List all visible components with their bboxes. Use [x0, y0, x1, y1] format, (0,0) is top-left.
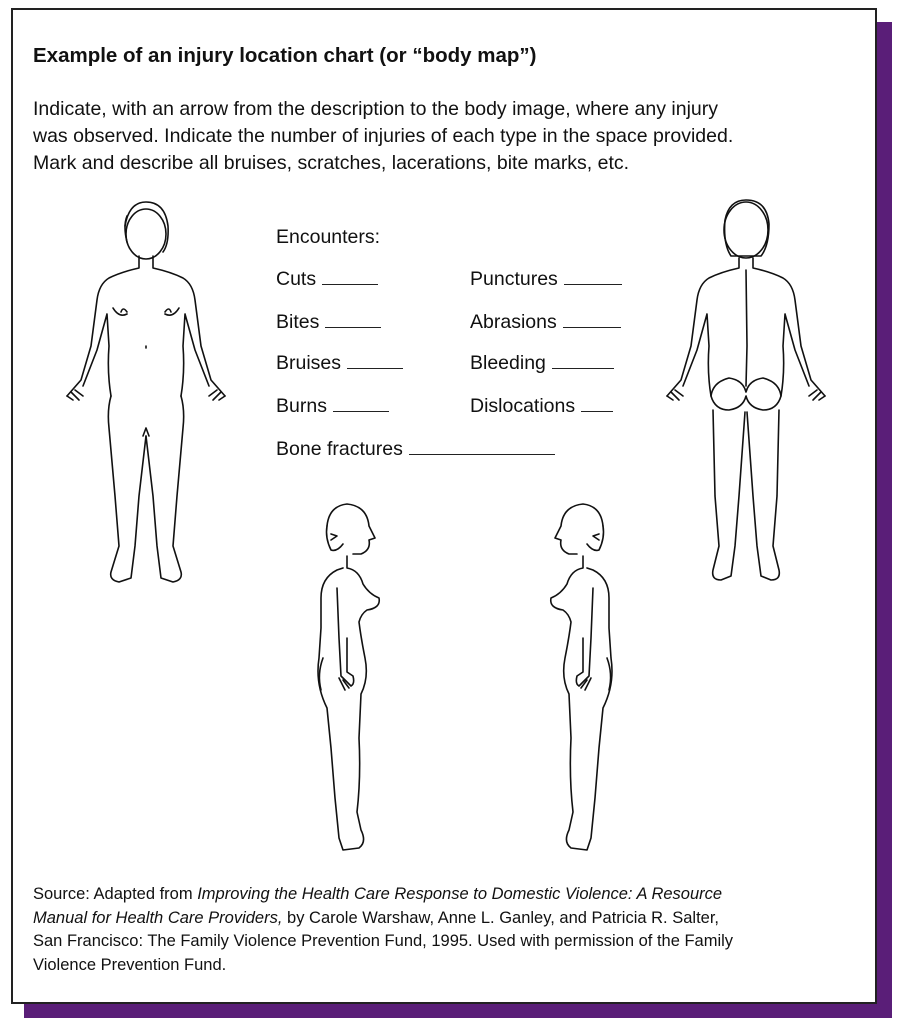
- body-front-outline: [67, 202, 225, 582]
- encounter-field-bruises: [276, 352, 403, 375]
- encounter-field-abrasions: [470, 311, 621, 334]
- encounter-label: Cuts: [276, 268, 317, 290]
- instructions: [33, 96, 853, 177]
- source-line: Violence Prevention Fund.: [33, 955, 227, 974]
- body-front-figure[interactable]: [51, 196, 241, 596]
- instruction-line: Mark and describe all bruises, scratches, lacerations, bite marks, etc.: [33, 152, 630, 174]
- book-title: Manual for Health Care Providers,: [33, 908, 283, 927]
- count-blank[interactable]: [563, 313, 621, 328]
- encounter-field-dislocations: [470, 395, 613, 418]
- instruction-line: was observed. Indicate the number of injuries of each type in the space provided.: [33, 125, 734, 147]
- encounters-heading: Encounters:: [276, 226, 381, 248]
- encounter-label: Bone fractures: [276, 438, 403, 460]
- encounter-label: Burns: [276, 395, 327, 417]
- count-blank[interactable]: [333, 397, 389, 412]
- encounter-label: Bites: [276, 311, 320, 333]
- encounter-label: Bleeding: [470, 352, 546, 374]
- source-authors: by Carole Warshaw, Anne L. Ganley, and Patricia R. Salter,: [282, 908, 720, 927]
- count-blank[interactable]: [325, 313, 381, 328]
- encounter-field-bone-fractures: [276, 438, 555, 461]
- body-back-figure[interactable]: [651, 196, 841, 596]
- source-line: San Francisco: The Family Violence Prevention Fund, 1995. Used with permission of the Family: [33, 932, 734, 950]
- source-citation: [33, 883, 863, 977]
- book-title: Improving the Health Care Response to Domestic Violence: A Resource: [197, 885, 723, 903]
- count-blank[interactable]: [552, 354, 614, 369]
- source-line: [33, 883, 863, 907]
- encounter-field-burns: [276, 395, 389, 418]
- body-map-card: [11, 8, 877, 1004]
- count-blank[interactable]: [581, 397, 613, 412]
- encounter-field-bleeding: [470, 352, 614, 375]
- page-title: Example of an injury location chart (or “body map”): [33, 44, 537, 67]
- source-prefix: Source: Adapted from: [33, 885, 198, 903]
- encounter-label: Abrasions: [470, 311, 557, 333]
- side-right-outline: [318, 504, 379, 850]
- side-left-outline: [551, 504, 612, 850]
- encounter-field-bites: [276, 311, 381, 334]
- encounter-label: Dislocations: [470, 395, 576, 417]
- encounter-label: Bruises: [276, 352, 342, 374]
- body-side-right-facing-figure[interactable]: [297, 498, 417, 868]
- encounter-field-cuts: [276, 268, 378, 291]
- source-line: [33, 907, 863, 931]
- count-blank[interactable]: [564, 270, 622, 285]
- encounter-label: Punctures: [470, 268, 558, 290]
- instruction-line: Indicate, with an arrow from the description to the body image, where any injury: [33, 98, 719, 120]
- count-blank[interactable]: [322, 270, 378, 285]
- body-back-outline: [667, 200, 825, 580]
- encounter-field-punctures: [470, 268, 622, 291]
- count-blank[interactable]: [347, 354, 403, 369]
- count-blank[interactable]: [409, 440, 555, 455]
- body-side-left-facing-figure[interactable]: [513, 498, 633, 868]
